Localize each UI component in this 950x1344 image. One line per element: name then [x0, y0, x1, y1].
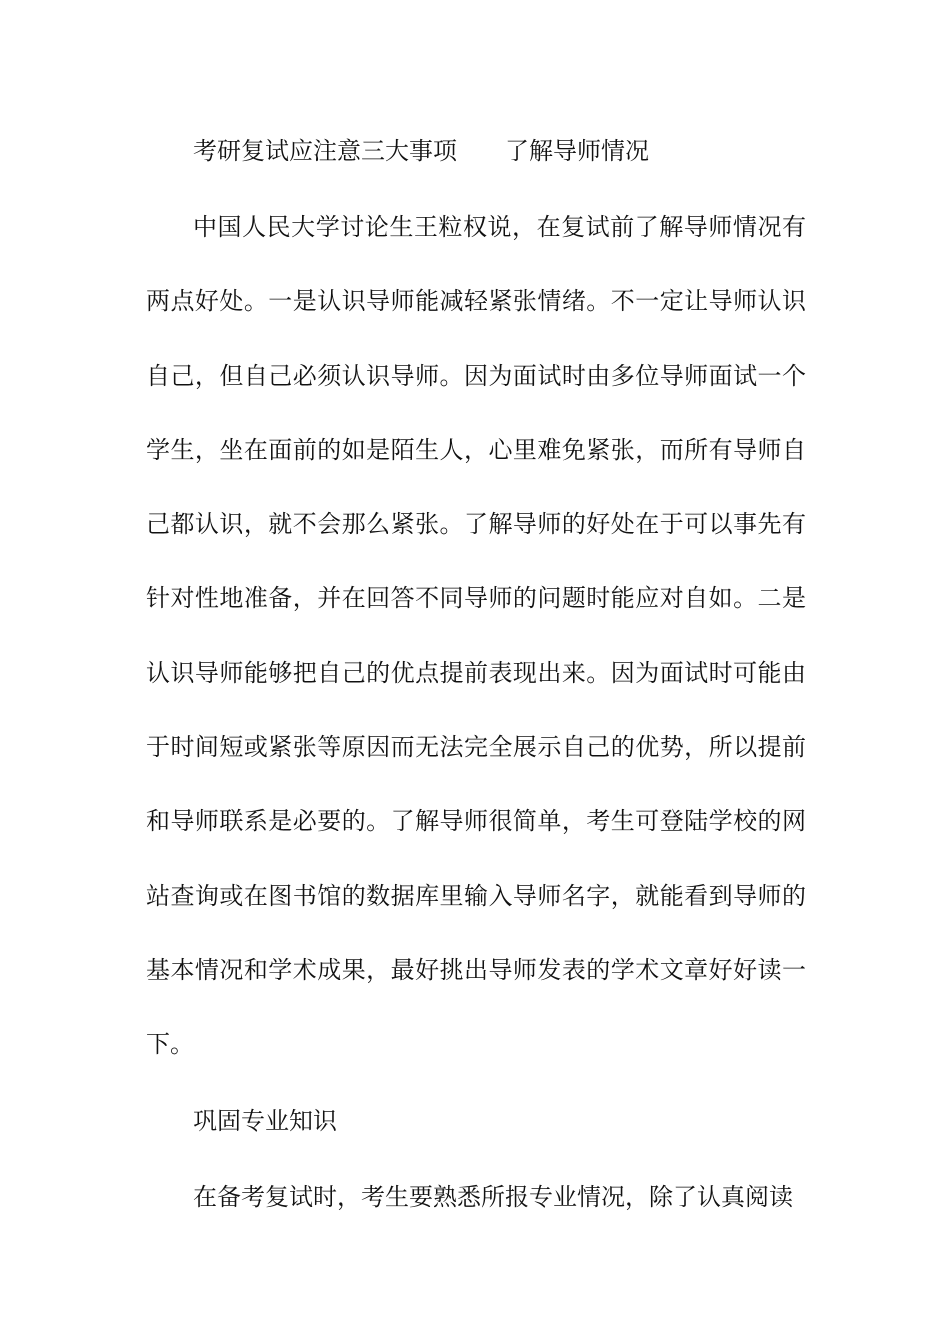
section1-paragraph: 中国人民大学讨论生王粒权说，在复试前了解导师情况有两点好处。一是认识导师能减轻紧张情绪。不一定让导师认识自己，但自己必须认识导师。因为面试时由多位导师面试一个学生，坐在面前的如是陌生人，心里难免紧张，而所有导师自己都认识，就不会那么紧张。了解导师的好处在于可以事先有针对性地准备，并在回答不同导师的问题时能应对自如。二是认识导师能够把自己的优点提前表现出来。因为面试时可能由于时间短或紧张等原因而无法完全展示自己的优势，所以提前和导师联系是必要的。了解导师很简单，考生可登陆学校的网站查询或在图书馆的数据库里输入导师名字，就能看到导师的基本情况和学术成果，最好挑出导师发表的学术文章好好读一下。	[146, 213, 806, 1059]
section2-paragraph: 在备考复试时，考生要熟悉所报专业情况，除了认真阅读	[193, 1183, 793, 1211]
section1-heading: 了解导师情况	[505, 137, 649, 165]
document-title: 考研复试应注意三大事项	[193, 137, 457, 165]
section2-heading: 巩固专业知识	[193, 1107, 337, 1135]
title-line	[193, 134, 649, 168]
